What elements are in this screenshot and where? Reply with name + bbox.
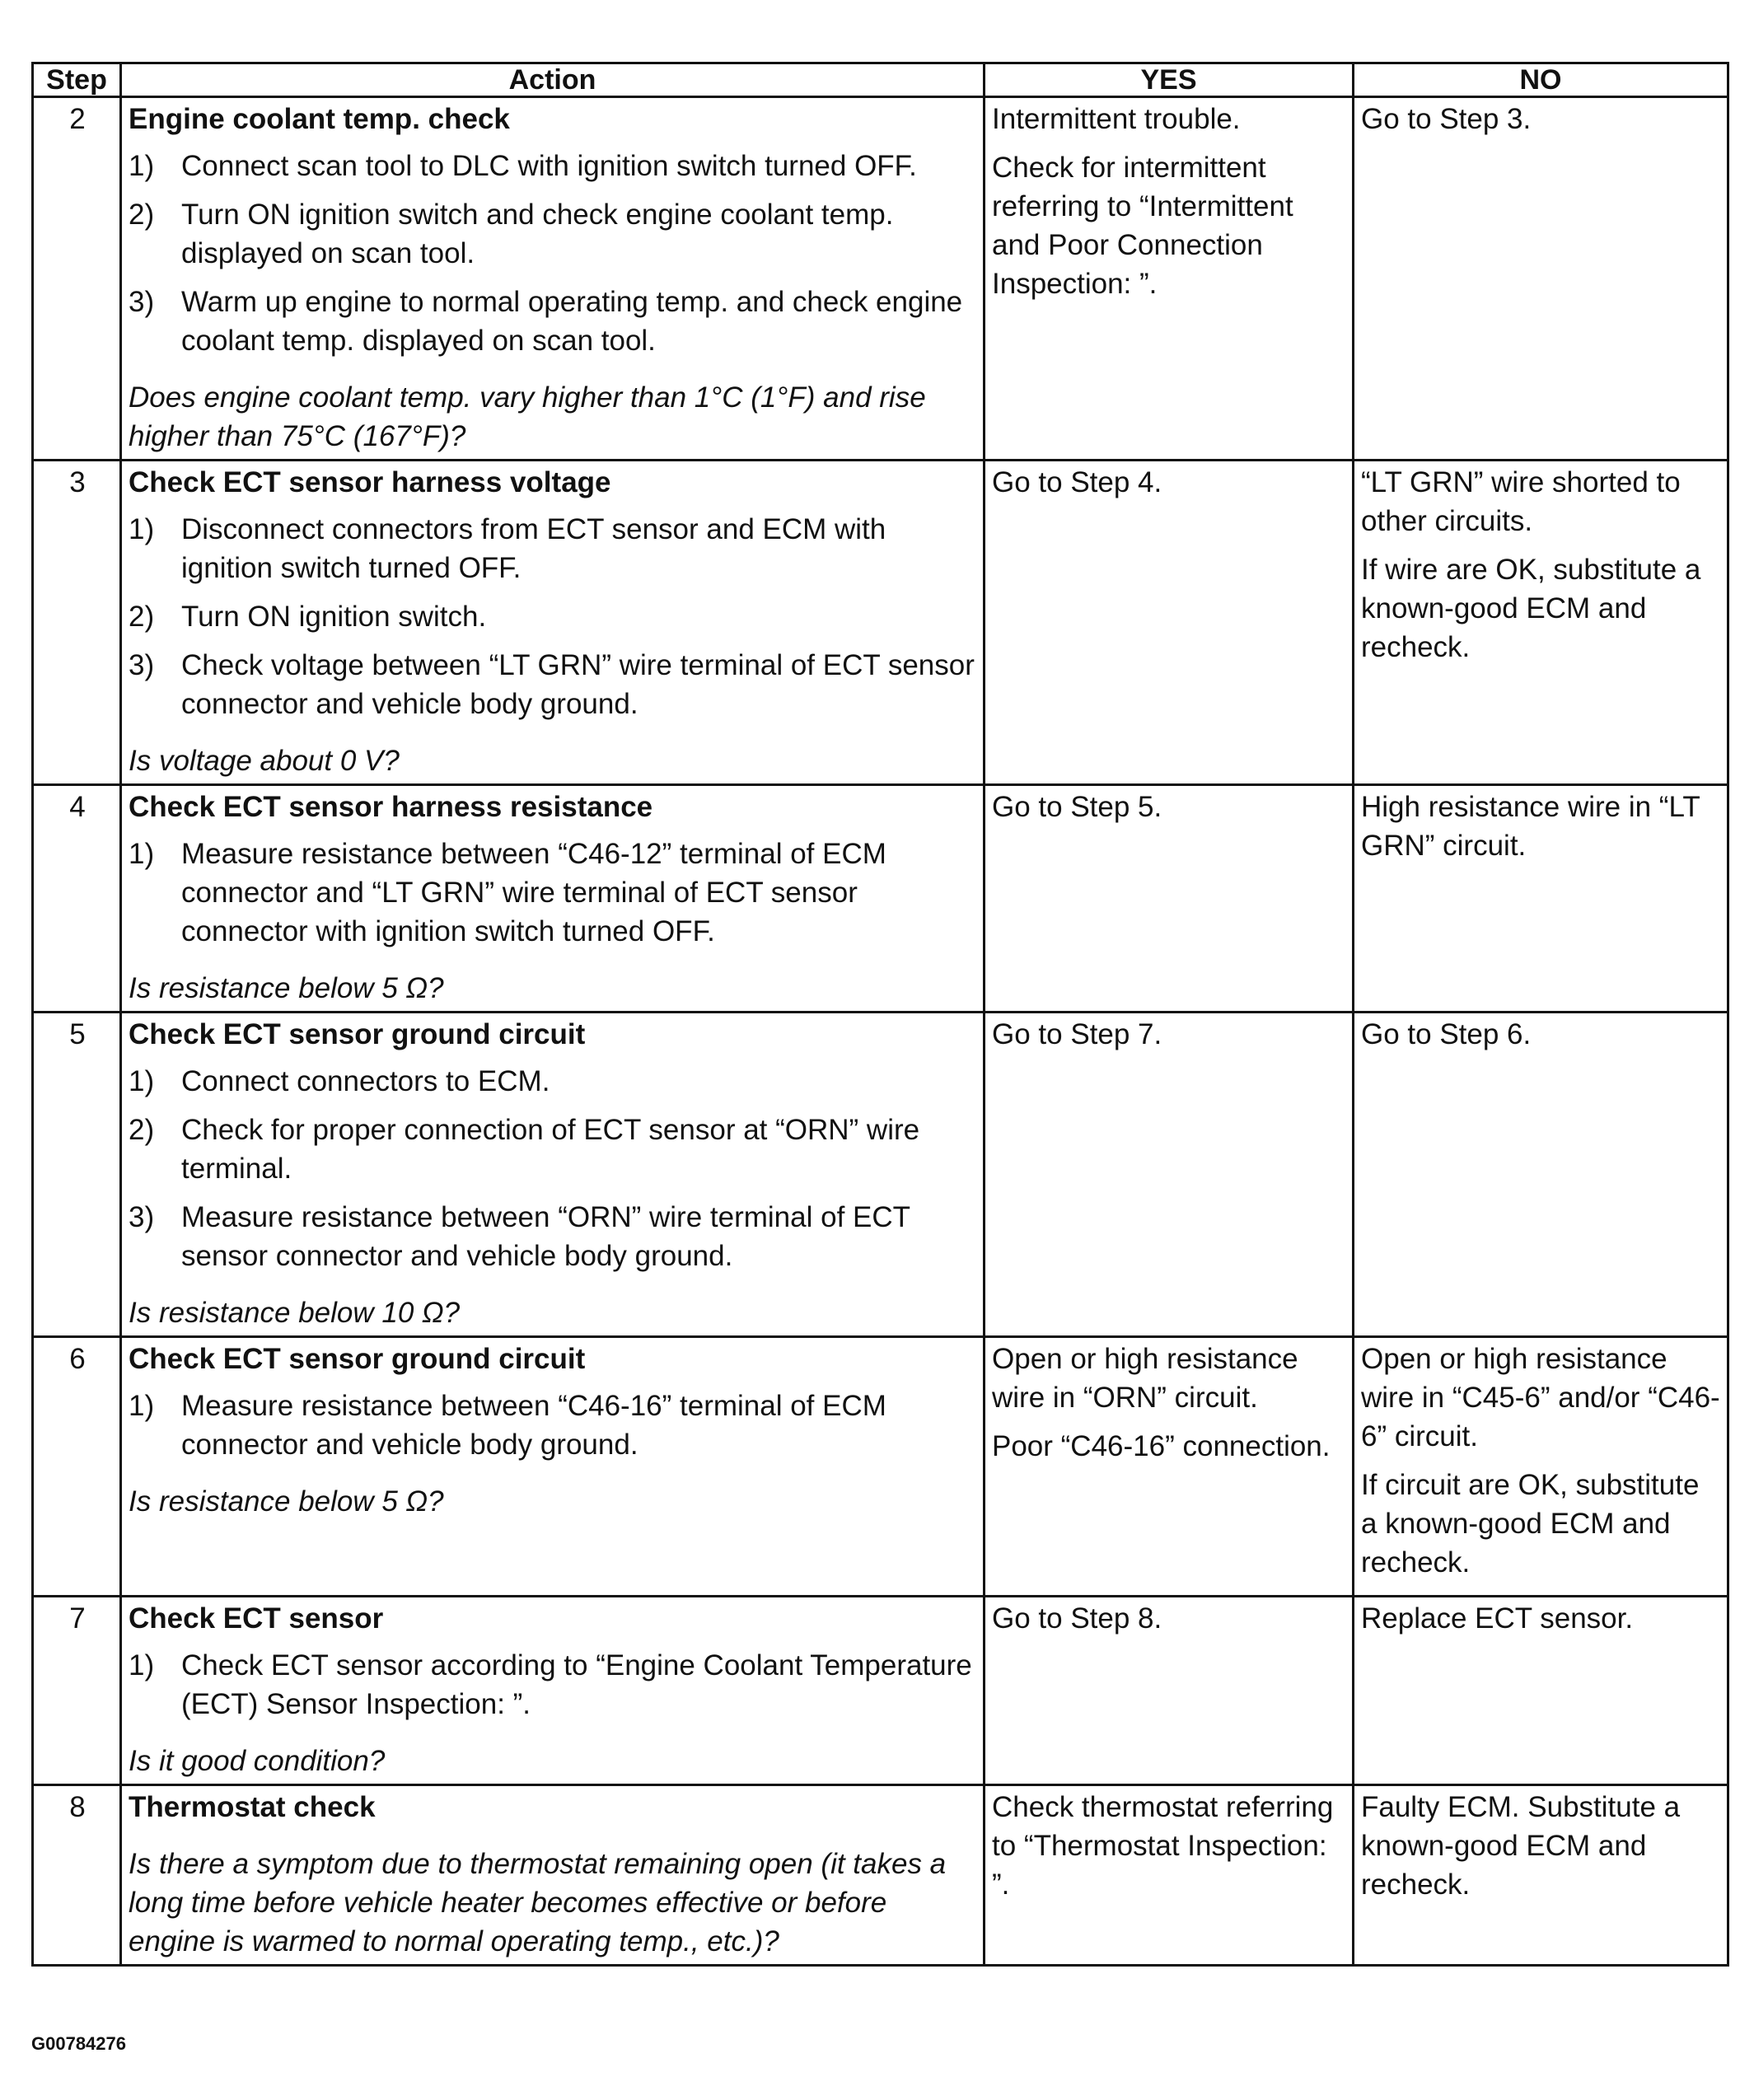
yes-text: Intermittent trouble. <box>992 103 1241 135</box>
yes-cell <box>985 1597 1354 1785</box>
substep-text: Measure resistance between “ORN” wire terminal of ECT sensor connector and vehicle body ground. <box>181 1201 910 1272</box>
substep-text: Check voltage between “LT GRN” wire terminal of ECT sensor connector and vehicle body ground. <box>181 649 975 720</box>
substep-text: Check ECT sensor according to “Engine Coolant Temperature (ECT) Sensor Inspection: ”. <box>181 1649 972 1720</box>
substep-text: Turn ON ignition switch and check engine coolant temp. displayed on scan tool. <box>181 199 894 269</box>
substep-item <box>129 283 978 360</box>
substep-number: 3) <box>129 286 155 318</box>
substep-number: 1) <box>129 1065 155 1097</box>
yes-text: Go to Step 8. <box>992 1602 1162 1635</box>
substep-number: 2) <box>129 199 155 231</box>
substep-number: 1) <box>129 838 155 870</box>
step-question: Is voltage about 0 V? <box>129 745 400 777</box>
table-row <box>33 1597 1728 1785</box>
action-cell <box>121 461 985 785</box>
substep-number: 2) <box>129 1114 155 1146</box>
table-row <box>33 461 1728 785</box>
step-number: 7 <box>33 1597 121 1785</box>
no-text: Faulty ECM. Substitute a known-good ECM and recheck. <box>1361 1791 1681 1901</box>
action-cell <box>121 97 985 461</box>
table-row <box>33 97 1728 461</box>
yes-cell <box>985 1337 1354 1597</box>
substep-item <box>129 195 978 273</box>
substep-list <box>129 1062 978 1275</box>
action-cell <box>121 1597 985 1785</box>
no-text: If circuit are OK, substitute a known-good ECM and recheck. <box>1361 1469 1700 1579</box>
step-number: 8 <box>33 1785 121 1966</box>
step-number: 2 <box>33 97 121 461</box>
yes-cell <box>985 97 1354 461</box>
substep-item <box>129 1646 978 1723</box>
action-cell <box>121 1013 985 1337</box>
header-step: Step <box>33 63 121 97</box>
no-text: Open or high resistance wire in “C45-6” and/or “C46-6” circuit. <box>1361 1343 1720 1452</box>
step-title: Check ECT sensor ground circuit <box>129 1018 586 1050</box>
header-no: NO <box>1354 63 1728 97</box>
yes-cell <box>985 785 1354 1013</box>
yes-text: Check thermostat referring to “Thermostat Inspection: ”. <box>992 1791 1334 1901</box>
step-title: Check ECT sensor harness voltage <box>129 466 611 498</box>
step-question: Is there a symptom due to thermostat remaining open (it takes a long time before vehicle heater becomes effective or before engine is warmed to normal operating temp., etc.)? <box>129 1848 947 1957</box>
substep-list <box>129 1646 978 1723</box>
step-title: Thermostat check <box>129 1791 376 1823</box>
substep-text: Connect scan tool to DLC with ignition switch turned OFF. <box>181 150 917 182</box>
step-question: Is resistance below 5 Ω? <box>129 972 444 1004</box>
substep-item <box>129 510 978 587</box>
no-text: Go to Step 6. <box>1361 1018 1532 1050</box>
substep-item <box>129 1387 978 1464</box>
header-yes: YES <box>985 63 1354 97</box>
step-number: 5 <box>33 1013 121 1337</box>
substep-list <box>129 835 978 951</box>
yes-text: Poor “C46-16” connection. <box>992 1430 1331 1462</box>
yes-text: Go to Step 7. <box>992 1018 1162 1050</box>
substep-list <box>129 510 978 723</box>
no-cell <box>1354 1337 1728 1597</box>
substep-item <box>129 1111 978 1188</box>
table-row <box>33 785 1728 1013</box>
substep-item <box>129 147 978 185</box>
step-number: 3 <box>33 461 121 785</box>
action-cell <box>121 1785 985 1966</box>
no-cell <box>1354 1597 1728 1785</box>
no-cell <box>1354 1013 1728 1337</box>
yes-text: Go to Step 4. <box>992 466 1162 498</box>
yes-cell <box>985 1785 1354 1966</box>
figure-code: G00784276 <box>31 2033 126 2054</box>
substep-number: 3) <box>129 649 155 681</box>
no-cell <box>1354 461 1728 785</box>
no-cell <box>1354 1785 1728 1966</box>
action-cell <box>121 1337 985 1597</box>
step-question: Does engine coolant temp. vary higher than 1°C (1°F) and rise higher than 75°C (167°F)? <box>129 381 926 452</box>
diagnostic-flow-table-container <box>31 62 1727 1967</box>
no-text: “LT GRN” wire shorted to other circuits. <box>1361 466 1681 537</box>
substep-number: 1) <box>129 150 155 182</box>
table-row <box>33 1337 1728 1597</box>
table-row <box>33 1013 1728 1337</box>
step-title: Check ECT sensor <box>129 1602 384 1635</box>
substep-text: Disconnect connectors from ECT sensor and ECM with ignition switch turned OFF. <box>181 513 886 584</box>
substep-number: 1) <box>129 1390 155 1422</box>
substep-text: Measure resistance between “C46-12” terminal of ECM connector and “LT GRN” wire terminal of ECT sensor connector with ignition switch turned OFF. <box>181 838 886 947</box>
yes-cell <box>985 461 1354 785</box>
table-header-row <box>33 63 1728 97</box>
yes-text: Check for intermittent referring to “Intermittent and Poor Connection Inspection: ”. <box>992 152 1293 300</box>
substep-list <box>129 1387 978 1464</box>
table-body <box>33 97 1728 1966</box>
substep-item <box>129 1062 978 1101</box>
substep-number: 3) <box>129 1201 155 1233</box>
no-text: Replace ECT sensor. <box>1361 1602 1634 1635</box>
substep-text: Turn ON ignition switch. <box>181 601 487 633</box>
step-question: Is resistance below 10 Ω? <box>129 1297 461 1329</box>
step-title: Engine coolant temp. check <box>129 103 510 135</box>
step-question: Is it good condition? <box>129 1745 386 1777</box>
step-number: 4 <box>33 785 121 1013</box>
yes-text: Go to Step 5. <box>992 791 1162 823</box>
substep-item <box>129 597 978 636</box>
header-action: Action <box>121 63 985 97</box>
substep-item <box>129 646 978 723</box>
step-question: Is resistance below 5 Ω? <box>129 1485 444 1518</box>
no-text: If wire are OK, substitute a known-good ECM and recheck. <box>1361 554 1701 663</box>
substep-text: Measure resistance between “C46-16” terminal of ECM connector and vehicle body ground. <box>181 1390 886 1461</box>
no-cell <box>1354 97 1728 461</box>
substep-text: Check for proper connection of ECT sensor at “ORN” wire terminal. <box>181 1114 920 1185</box>
substep-number: 2) <box>129 601 155 633</box>
substep-item <box>129 835 978 951</box>
step-number: 6 <box>33 1337 121 1597</box>
substep-number: 1) <box>129 513 155 545</box>
step-title: Check ECT sensor ground circuit <box>129 1343 586 1375</box>
yes-cell <box>985 1013 1354 1337</box>
substep-text: Connect connectors to ECM. <box>181 1065 550 1097</box>
substep-list <box>129 147 978 360</box>
substep-item <box>129 1198 978 1275</box>
no-text: Go to Step 3. <box>1361 103 1532 135</box>
yes-text: Open or high resistance wire in “ORN” circuit. <box>992 1343 1298 1414</box>
diagnostic-flow-table <box>31 62 1729 1967</box>
no-text: High resistance wire in “LT GRN” circuit. <box>1361 791 1700 862</box>
step-title: Check ECT sensor harness resistance <box>129 791 653 823</box>
substep-text: Warm up engine to normal operating temp. and check engine coolant temp. displayed on scan tool. <box>181 286 963 357</box>
table-row <box>33 1785 1728 1966</box>
substep-number: 1) <box>129 1649 155 1681</box>
action-cell <box>121 785 985 1013</box>
no-cell <box>1354 785 1728 1013</box>
